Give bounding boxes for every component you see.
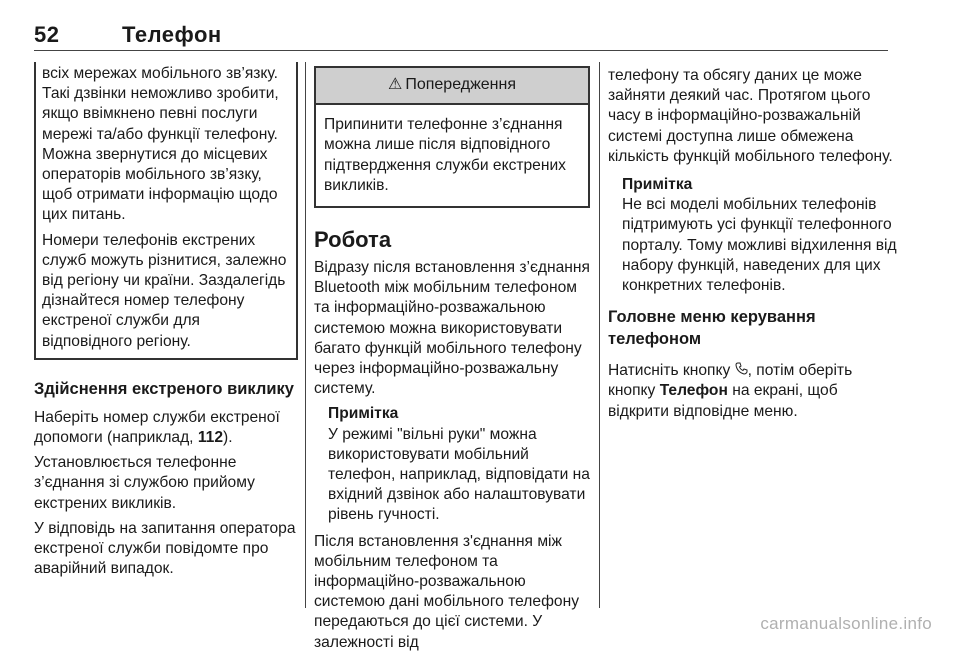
note-text: У режимі "вільні руки" можна використовувати мобільний телефон, наприклад, відповідати на вхідний дзвінок або налаштовувати рівень гучності. <box>328 425 590 524</box>
column-2 <box>314 62 590 658</box>
warning-header <box>316 68 588 105</box>
warning-box <box>314 66 590 208</box>
info-box-paragraph: всіх мережах мобільного зв’язку. Такі дзвінки неможливо зробити, якщо ввімкнено певні послуги мережі та/або функції телефону. Можна звернутися до місцевих операторів мобільного зв’язку, щоб отримати інформацію щодо цих питань. <box>42 65 279 224</box>
warning-text: Припинити телефонне з’єднання можна лише після відповідного підтвердження служби екстрених викликів. <box>324 116 566 194</box>
info-box-paragraph: Номери телефонів екстрених служб можуть різнитися, залежно від регіону чи країни. Заздалегідь дізнайтеся номер телефону екстреної служби для відповідного регіону. <box>42 231 287 350</box>
phone-button-label: Телефон <box>659 382 728 400</box>
column-divider-1 <box>305 62 306 608</box>
warning-title: Попередження <box>405 76 517 93</box>
column-divider-2 <box>599 62 600 608</box>
page-title: Телефон <box>122 22 222 47</box>
header-rule <box>34 50 888 51</box>
note-title: Примітка <box>328 405 399 423</box>
paragraph: Відразу після встановлення з’єднання Bluetooth між мобільним телефоном та інформаційно-розважальною системою можна використовувати багато функцій мобільного телефону через інформаційно-розважальну систему. <box>314 259 590 398</box>
paragraph: Наберіть номер служби екстреної допомоги (наприклад, 112). <box>34 408 280 447</box>
info-box <box>34 62 298 360</box>
warning-icon: ⚠ <box>387 76 403 93</box>
section-heading-operation: Робота <box>314 227 392 253</box>
watermark: carmanualsonline.info <box>760 614 932 633</box>
section-heading-emergency-call: Здійснення екстреного виклику <box>34 379 294 398</box>
page-header <box>34 22 222 48</box>
section-heading-phone-menu: Головне меню керування телефоном <box>608 308 816 349</box>
column-3 <box>608 66 898 427</box>
paragraph: Після встановлення з'єднання між мобільним телефоном та інформаційно-розважальною системою дані мобільного телефону передаються до цієї системи. У залежності від <box>314 532 579 651</box>
paragraph: Установлюється телефонне з’єднання зі службою прийому екстрених викликів. <box>34 454 255 512</box>
note-text: Не всі моделі мобільних телефонів підтримують усі функції телефонного порталу. Тому можливі відхилення від набору функцій, наведених для цих конкретних телефонів. <box>622 196 897 295</box>
note <box>328 404 590 525</box>
phone-icon <box>735 360 748 380</box>
paragraph: Натисніть кнопку , потім оберіть кнопку Телефон на екрані, щоб відкрити відповідне меню. <box>608 362 853 420</box>
emergency-number: 112 <box>197 429 224 447</box>
note <box>622 175 898 296</box>
paragraph: телефону та обсягу даних це може зайняти деякий час. Протягом цього часу в інформаційно-розважальній системі доступна лише обмежена кількість функцій мобільного телефону. <box>608 67 893 165</box>
page-number: 52 <box>34 22 60 47</box>
column-1 <box>34 62 298 584</box>
note-title: Примітка <box>622 176 693 194</box>
paragraph: У відповідь на запитання оператора екстреної служби повідомте про аварійний випадок. <box>34 519 296 578</box>
